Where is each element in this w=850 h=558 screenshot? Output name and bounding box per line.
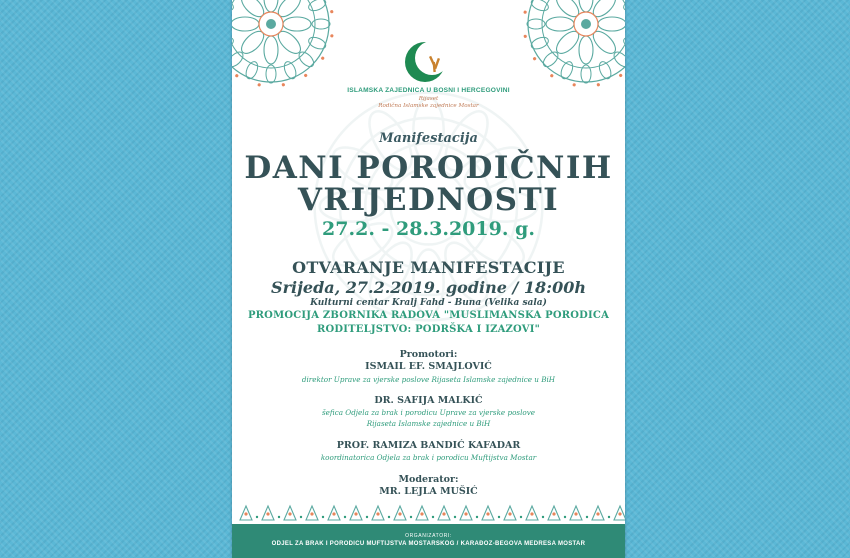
organization-line-2: Rijaset xyxy=(418,96,439,102)
promoter-role: Rijaseta Islamske zajednice u BiH xyxy=(366,419,491,428)
event-poster xyxy=(232,0,625,558)
footer-organizers: ODJEL ZA BRAK I PORODICU MUFTIJSTVA MOSTARSKOG / KARAĐOZ-BEGOVA MEDRESA MOSTAR xyxy=(271,541,586,547)
organization-name: ISLAMSKA ZAJEDNICA U BOSNI I HERCEGOVINI xyxy=(347,87,510,94)
moderator-heading: Moderator: xyxy=(398,474,459,485)
event-kicker: Manifestacija xyxy=(379,131,478,146)
opening-venue: Kulturni centar Kralj Fahd - Buna (Velika sala) xyxy=(310,298,547,308)
opening-datetime: Srijeda, 27.2.2019. godine / 18:00h xyxy=(271,278,586,297)
event-dates: 27.2. - 28.3.2019. g. xyxy=(322,218,535,240)
crescent-logo-icon xyxy=(404,38,452,86)
promoter-role: direktor Uprave za vjerske poslove Rijaseta Islamske zajednice u BiH xyxy=(301,375,556,384)
opening-heading: OTVARANJE MANIFESTACIJE xyxy=(292,258,565,277)
footer-banner xyxy=(232,524,625,558)
event-title-line-1: DANI PORODIČNIH xyxy=(244,150,613,186)
promoter-name: DR. SAFIJA MALKIĆ xyxy=(374,395,483,406)
promoter-name: PROF. RAMIZA BANDIĆ KAFADAR xyxy=(336,440,521,451)
border-ornament-icon xyxy=(232,500,625,524)
footer-label: ORGANIZATORI: xyxy=(405,533,452,539)
promoters-heading: Promotori: xyxy=(399,349,458,360)
promoter-name: ISMAIL EF. SMAJLOVIĆ xyxy=(365,361,492,372)
promoter-role: koordinatorica Odjela za brak i porodicu Muftijstva Mostar xyxy=(320,453,537,462)
organization-line-3: Rodična Islamske zajednice Mostar xyxy=(378,103,479,109)
moderator-name: MR. LEJLA MUŠIĆ xyxy=(379,486,478,497)
promo-line-1: PROMOCIJA ZBORNIKA RADOVA "MUSLIMANSKA PORODICA xyxy=(247,310,610,321)
promoter-role: šefica Odjela za brak i porodicu Uprave za vjerske poslove xyxy=(321,408,536,417)
mandala-ornament-icon xyxy=(511,0,625,94)
event-title-line-2: VRIJEDNOSTI xyxy=(297,182,560,218)
promo-line-2: RODITELJSTVO: PODRŠKA I IZAZOVI" xyxy=(316,324,541,335)
mandala-ornament-icon xyxy=(232,0,346,94)
